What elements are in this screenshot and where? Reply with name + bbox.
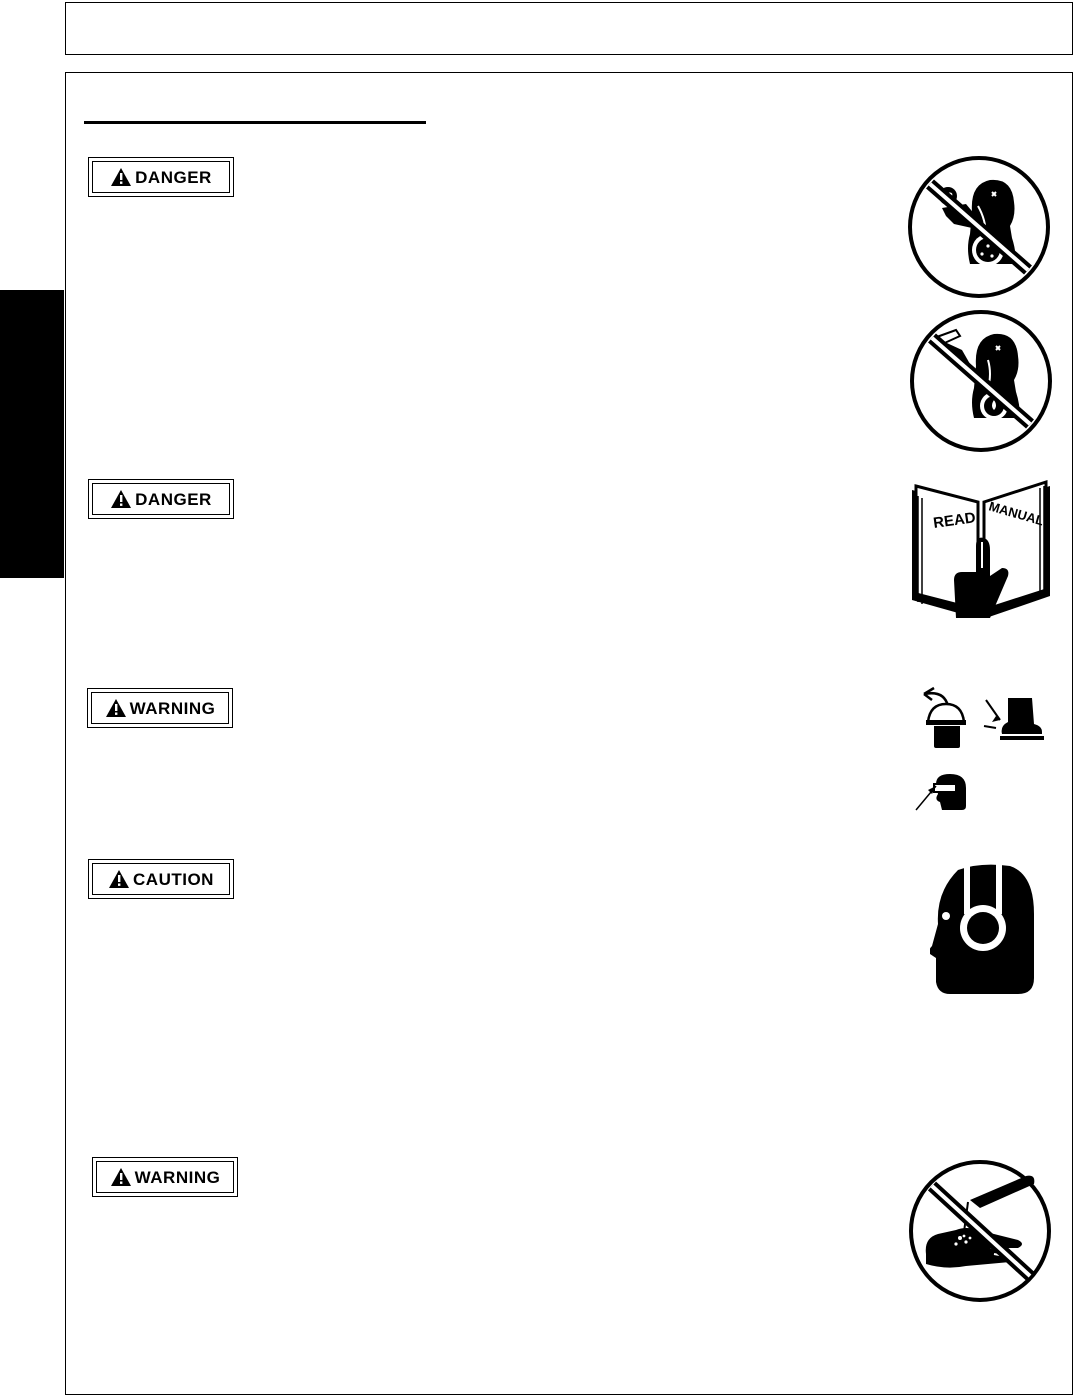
alert-triangle-icon bbox=[110, 1167, 132, 1187]
alert-triangle-icon bbox=[105, 698, 127, 718]
no-chemical-contact-icon bbox=[906, 1158, 1054, 1304]
danger-signal-panel-2 bbox=[88, 479, 234, 519]
signal-word-label: CAUTION bbox=[133, 869, 214, 889]
signal-word-label: WARNING bbox=[129, 698, 216, 718]
no-drugs-alcohol-icon bbox=[906, 154, 1052, 300]
signal-word-label: DANGER bbox=[135, 489, 212, 509]
warning-signal-panel-2 bbox=[92, 1157, 238, 1197]
read-label: READ bbox=[932, 509, 977, 532]
section-side-tab bbox=[0, 290, 64, 578]
alert-triangle-icon bbox=[110, 167, 132, 187]
hard-hat-icon bbox=[920, 686, 968, 750]
read-manual-icon bbox=[906, 476, 1056, 626]
caution-signal-panel bbox=[88, 859, 234, 899]
warning-signal-panel-1 bbox=[87, 688, 233, 728]
manual-label: MANUAL bbox=[987, 498, 1046, 529]
page-header-box bbox=[65, 2, 1073, 55]
danger-signal-panel-1 bbox=[88, 157, 234, 197]
safety-glasses-icon bbox=[914, 772, 970, 814]
no-alcohol-icon bbox=[908, 308, 1054, 454]
section-heading-rule bbox=[84, 121, 426, 124]
alert-triangle-icon bbox=[110, 489, 132, 509]
hearing-protection-icon bbox=[930, 862, 1034, 996]
alert-triangle-icon bbox=[108, 869, 130, 889]
safety-boot-icon bbox=[982, 694, 1044, 742]
signal-word-label: DANGER bbox=[135, 167, 212, 187]
signal-word-label: WARNING bbox=[134, 1167, 221, 1187]
